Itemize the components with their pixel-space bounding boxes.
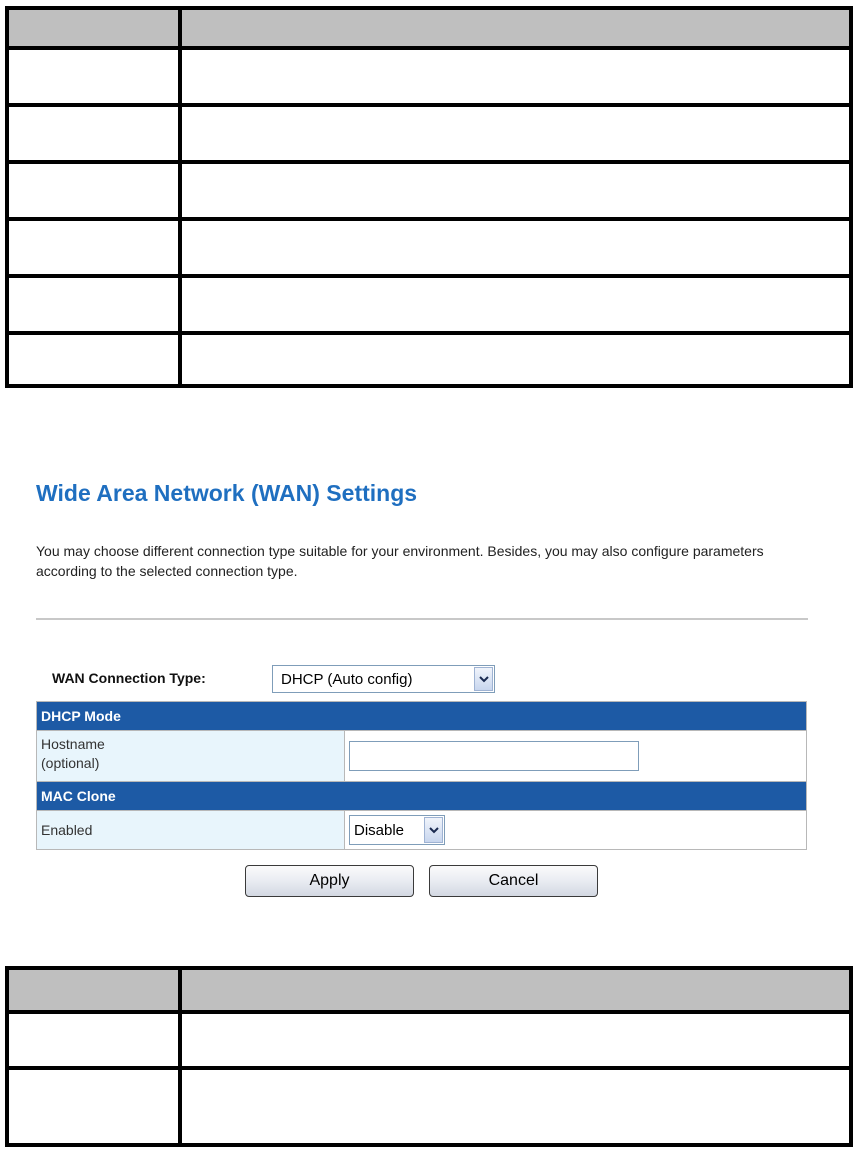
wan-connection-type-value: DHCP (Auto config) (281, 670, 413, 688)
manual-table-header-cell (182, 10, 849, 46)
manual-table-cell (9, 164, 182, 217)
page-title: Wide Area Network (WAN) Settings (36, 480, 418, 506)
manual-table-cell (182, 107, 849, 160)
manual-table-row (9, 331, 849, 388)
manual-table-row (9, 46, 849, 103)
dhcp-mode-section-header: DHCP Mode (37, 702, 806, 730)
wan-connection-type-select[interactable] (272, 665, 495, 693)
hostname-label (37, 731, 345, 781)
manual-table-cell (9, 221, 182, 274)
manual-table-row (9, 1066, 849, 1143)
chevron-down-icon[interactable] (424, 817, 443, 843)
manual-table-header-cell (9, 970, 182, 1010)
manual-table-cell (9, 1014, 182, 1066)
hostname-row (37, 730, 806, 781)
manual-table-cell (9, 278, 182, 331)
manual-table-row (9, 160, 849, 217)
manual-table-row (9, 103, 849, 160)
manual-table-top (5, 6, 853, 388)
manual-table-cell (182, 164, 849, 217)
manual-table-cell (182, 50, 849, 103)
manual-table-row (9, 274, 849, 331)
hostname-field-cell (345, 731, 806, 781)
wan-connection-type-label: WAN Connection Type: (52, 670, 206, 686)
cancel-button[interactable]: Cancel (429, 865, 598, 897)
manual-table-cell (182, 335, 849, 388)
chevron-down-icon[interactable] (474, 667, 493, 691)
manual-table-cell (182, 221, 849, 274)
manual-table-cell (182, 1070, 849, 1143)
mac-clone-enabled-label: Enabled (37, 811, 345, 849)
manual-table-cell (9, 1070, 182, 1143)
manual-table-header-row (9, 10, 849, 46)
mac-clone-enabled-value: Disable (354, 821, 405, 839)
hostname-label-line2: (optional) (41, 755, 100, 771)
manual-table-header-cell (9, 10, 182, 46)
manual-table-cell (9, 335, 182, 388)
hostname-input[interactable] (349, 741, 639, 771)
wan-config-table (36, 701, 807, 850)
hostname-label-line1: Hostname (41, 736, 105, 752)
manual-table-row (9, 1010, 849, 1066)
manual-table-cell (182, 278, 849, 331)
manual-table-cell (9, 107, 182, 160)
manual-table-cell (9, 50, 182, 103)
apply-button[interactable]: Apply (245, 865, 414, 897)
manual-table-cell (182, 1014, 849, 1066)
divider (36, 618, 808, 620)
page-description: You may choose different connection type suitable for your environment. Besides, you may also configure parameters according to the selected connection type. (36, 543, 764, 579)
manual-table-header-row (9, 970, 849, 1010)
mac-clone-enabled-select[interactable] (349, 815, 445, 845)
manual-table-row (9, 217, 849, 274)
manual-table-bottom (5, 966, 853, 1147)
mac-clone-section-header: MAC Clone (37, 781, 806, 810)
mac-clone-field-cell (345, 811, 806, 849)
manual-table-header-cell (182, 970, 849, 1010)
mac-clone-enabled-row (37, 810, 806, 849)
